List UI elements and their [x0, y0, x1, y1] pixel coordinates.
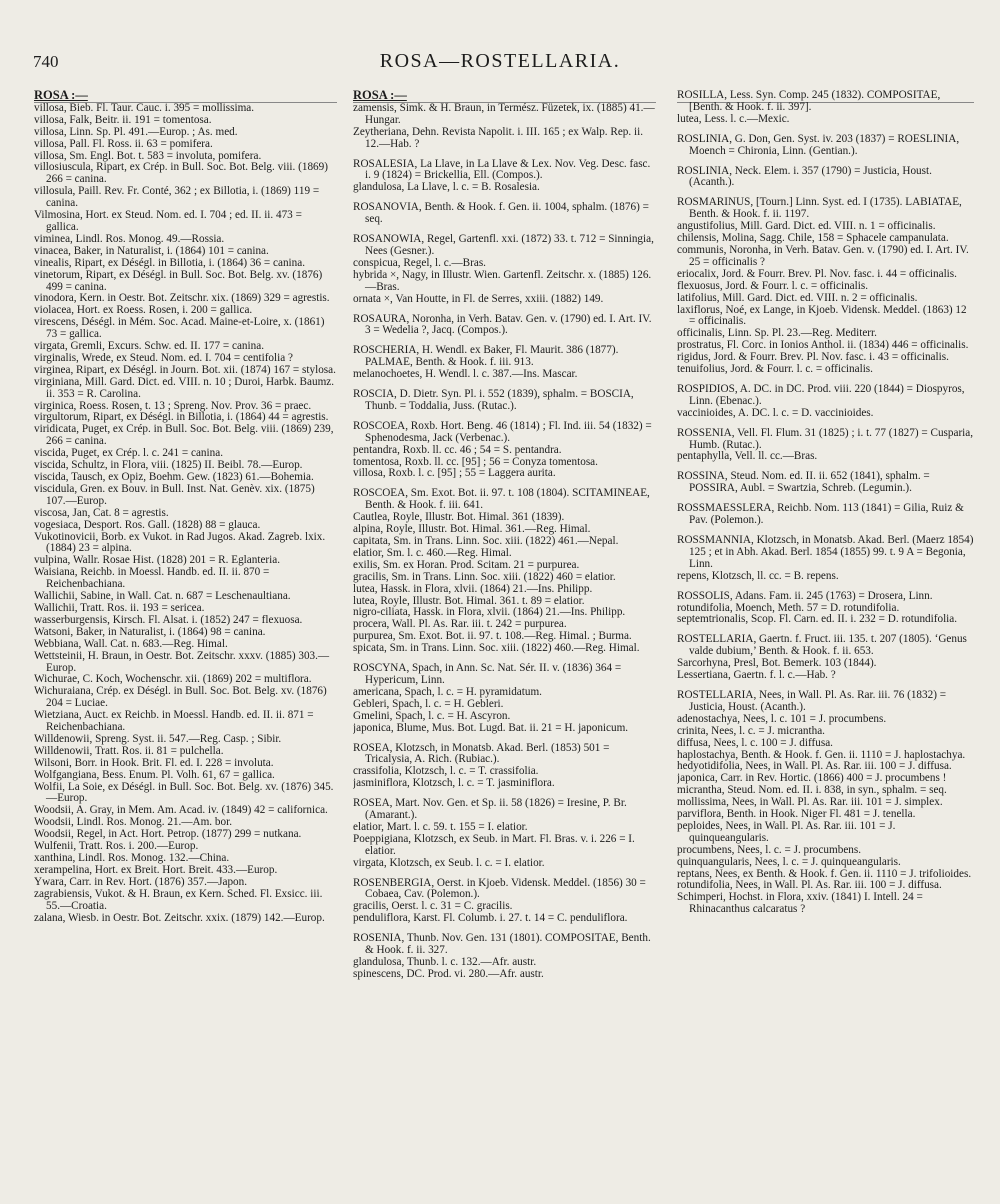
species-entry: vinacea, Baker, in Naturalist, i. (1864) 101 = canina. [34, 244, 269, 257]
species-entry: americana, Spach, l. c. = H. pyramidatum. [353, 685, 542, 698]
species-entry: Wichurae, C. Koch, Wochenschr. xii. (1869) 202 = multiflora. [34, 673, 312, 686]
species-entry: vulpina, Wallr. Rosae Hist. (1828) 201 = R. Eglanteria. [34, 554, 281, 567]
species-entry: lutea, Hassk. in Flora, xlvii. (1864) 21.—Ins. Philipp. [353, 582, 593, 595]
species-entry: flexuosus, Jord. & Fourr. l. c. = officinalis. [677, 279, 868, 292]
species-entry: viscida, Schultz, in Flora, viii. (1825) II. Beibl. 78.—Europ. [34, 459, 303, 472]
species-entry: lutea, Less. l. c.—Mexic. [677, 112, 790, 125]
genus-entry: ROSCOEA, Sm. Exot. Bot. ii. 97. t. 108 (1804). SCITAMINEAE, Benth. & Hook. f. iii. 641. [353, 487, 650, 512]
species-entry: villosa, Linn. Sp. Pl. 491.—Europ. ; As. med. [34, 125, 238, 138]
species-entry: villosa, Falk, Beitr. ii. 191 = tomentosa. [34, 113, 212, 126]
genus-entry: ROSANOWIA, Regel, Gartenfl. xxi. (1872) 33. t. 712 = Sinningia, Nees (Gesner.). [353, 233, 654, 257]
species-entry: vaccinioides, A. DC. l. c. = D. vaccinioides. [677, 406, 874, 419]
species-entry: viscida, Puget, ex Crép. l. c. 241 = canina. [34, 447, 223, 460]
genus-entry: ROSCYNA, Spach, in Ann. Sc. Nat. Sér. II. v. (1836) 364 = Hypericum, Linn. [353, 662, 622, 686]
species-entry: rotundifolia, Nees, in Wall. Pl. As. Rar. iii. 100 = J. diffusa. [677, 879, 942, 892]
genus-entry: ROSSINA, Steud. Nom. ed. II. ii. 652 (1841), sphalm. = POSSIRA, Aubl. = Swartzia, Schreb. (Legumin.). [677, 470, 930, 495]
species-entry: viridicata, Puget, ex Crép. in Bull. Soc. Bot. Belg. viii. (1869) 239, 266 = canina. [34, 423, 334, 448]
species-entry: Vukotinovicii, Borb. ex Vukot. in Rad Jugos. Akad. Zagreb. lxix. (1884) 23 = alpina. [34, 530, 326, 555]
genus-entry: ROSEA, Mart. Nov. Gen. et Sp. ii. 58 (1826) = Iresine, P. Br. (Amarant.). [353, 797, 627, 822]
page-number: 740 [33, 52, 59, 71]
species-entry: quinquangularis, Nees, l. c. = J. quinqueangularis. [677, 855, 901, 868]
species-entry: virginica, Roess. Rosen, t. 13 ; Spreng. Nov. Prov. 36 = praec. [34, 399, 312, 412]
species-entry: viscida, Tausch, ex Opiz, Boehm. Gew. (1823) 61.—Bohemia. [34, 471, 314, 483]
species-entry: latifolius, Mill. Gard. Dict. ed. VIII. n. 2 = officinalis. [677, 291, 918, 304]
species-entry: villosula, Paill. Rev. Fr. Conté, 362 ; ex Billotia, i. (1869) 119 = canina. [34, 185, 320, 210]
species-entry: villosa, Sm. Engl. Bot. t. 583 = involuta, pomifera. [34, 149, 262, 162]
species-entry: communis, Noronha, in Verh. Batav. Gen. v. (1790) ed. I. Art. IV. 25 = officinalis ? [677, 243, 969, 268]
species-entry: crassifolia, Klotzsch, l. c. = T. crassifolia. [353, 765, 539, 778]
species-entry: Wolfii, La Soie, ex Déségl. in Bull. Soc. Bot. Belg. xv. (1876) 345.—Europ. [34, 780, 334, 805]
species-entry: villosa, Roxb. l. c. [95] ; 55 = Laggera aurita. [353, 467, 556, 480]
species-entry: jasminiflora, Klotzsch, l. c. = T. jasminiflora. [353, 777, 555, 790]
species-entry: procera, Wall. Pl. As. Rar. iii. t. 242 = purpurea. [353, 618, 567, 631]
genus-entry: ROSSMANNIA, Klotzsch, in Monatsb. Akad. Berl. (Maerz 1854) 125 ; et in Abh. Akad. Berl. 1854 (1855) 99. t. 9 A = Begonia, Linn. [677, 534, 974, 570]
species-entry: xerampelina, Hort. ex Breit. Hort. Breit. 433.—Europ. [34, 863, 278, 876]
species-entry: pentandra, Roxb. ll. cc. 46 ; 54 = S. pentandra. [353, 443, 562, 456]
species-entry: purpurea, Sm. Exot. Bot. ii. 97. t. 108.—Reg. Himal. ; Burma. [353, 630, 632, 643]
species-entry: viminea, Lindl. Ros. Monog. 49.—Rossia. [34, 232, 225, 245]
column-3 [677, 90, 974, 1190]
species-entry: Cautlea, Royle, Illustr. Bot. Himal. 361 (1839). [353, 511, 565, 524]
species-entry: glandulosa, La Llave, l. c. = B. Rosalesia. [353, 181, 540, 194]
species-entry: septemtrionalis, Scop. Fl. Carn. ed. II. i. 232 = D. rotundifolia. [677, 613, 958, 626]
genus-entry: ROSSOLIS, Adans. Fam. ii. 245 (1763) = Drosera, Linn. [677, 589, 933, 602]
species-entry: elatior, Sm. l. c. 460.—Reg. Himal. [353, 546, 512, 559]
species-entry: Waisiana, Reichb. in Moessl. Handb. ed. II. ii. 870 = Reichenbachiana. [34, 566, 270, 591]
species-entry: hedyotidifolia, Nees, in Wall. Pl. As. Rar. iii. 100 = J. diffusa. [677, 760, 952, 773]
species-entry: peploides, Nees, in Wall. Pl. As. Rar. iii. 101 = J. quinqueangularis. [677, 819, 896, 844]
species-entry: virginalis, Wrede, ex Steud. Nom. ed. I. 704 = centifolia ? [34, 351, 293, 364]
genus-entry: ROSTELLARIA, Nees, in Wall. Pl. As. Rar. iii. 76 (1832) = Justicia, Houst. (Acanth.). [677, 688, 947, 713]
species-entry: Willdenowii, Tratt. Ros. ii. 81 = pulchella. [34, 744, 224, 757]
species-entry: eriocalix, Jord. & Fourr. Brev. Pl. Nov. fasc. i. 44 = officinalis. [677, 267, 957, 280]
section-heading: ROSA :— [34, 90, 88, 102]
species-entry: capitata, Sm. in Trans. Linn. Soc. xiii. (1822) 461.—Nepal. [353, 535, 619, 547]
species-entry: Zeytheriana, Dehn. Revista Napolit. i. III. 165 ; ex Walp. Rep. ii. 12.—Hab. ? [353, 125, 644, 150]
genus-entry: ROSTELLARIA, Gaertn. f. Fruct. iii. 135. t. 207 (1805). ‘Genus valde dubium,’ Benth. & Hook. f. ii. 653. [677, 633, 967, 658]
species-entry: viscosa, Jan, Cat. 8 = agrestis. [34, 506, 169, 519]
species-entry: lutea, Royle, Illustr. Bot. Himal. 361. t. 89 = elatior. [353, 594, 585, 607]
species-entry: hybrida ×, Nagy, in Illustr. Wien. Gartenfl. Zeitschr. x. (1885) 126.—Bras. [353, 268, 652, 293]
species-entry: virginiana, Mill. Gard. Dict. ed. VIII. n. 10 ; Duroi, Harbk. Baumz. ii. 353 = R. Carolina. [34, 375, 335, 400]
species-entry: tenuifolius, Jord. & Fourr. l. c. = officinalis. [677, 363, 873, 376]
genus-entry: ROSALESIA, La Llave, in La Llave & Lex. Nov. Veg. Desc. fasc. i. 9 (1824) = Brickellia, Ell. (Compos.). [353, 157, 651, 182]
species-entry: villosa, Pall. Fl. Ross. ii. 63 = pomifera. [34, 137, 213, 150]
species-entry: Willdenowii, Spreng. Syst. ii. 547.—Reg. Casp. ; Sibir. [34, 732, 282, 745]
species-entry: procumbens, Nees, l. c. = J. procumbens. [677, 843, 862, 856]
species-entry: officinalis, Linn. Sp. Pl. 23.—Reg. Mediterr. [677, 327, 877, 340]
species-entry: vogesiaca, Desport. Ros. Gall. (1828) 88 = glauca. [34, 518, 261, 531]
species-entry: vinealis, Ripart, ex Déségl. in Billotia, i. (1864) 36 = canina. [34, 256, 306, 269]
running-title: ROSA—ROSTELLARIA. [379, 50, 621, 72]
species-entry: virgata, Klotzsch, ex Seub. l. c. = I. elatior. [353, 856, 545, 869]
species-entry: vinodora, Kern. in Oestr. Bot. Zeitschr. xix. (1869) 329 = agrestis. [34, 292, 330, 305]
species-entry: vinetorum, Ripart, ex Déségl. in Bull. Soc. Bot. Belg. xv. (1876) 499 = canina. [34, 268, 323, 293]
species-entry: Wallichii, Sabine, in Wall. Cat. n. 687 = Leschenaultiana. [34, 590, 291, 603]
species-entry: tomentosa, Roxb. ll. cc. [95] ; 56 = Conyza tomentosa. [353, 455, 598, 468]
species-entry: chilensis, Molina, Sagg. Chile, 158 = Sphacele campanulata. [677, 232, 949, 245]
species-entry: penduliflora, Karst. Fl. Columb. i. 27. t. 14 = C. penduliflora. [353, 912, 628, 925]
species-entry: Gmelini, Spach, l. c. = H. Ascyron. [353, 709, 511, 722]
genus-entry: ROSENBERGIA, Oerst. in Kjoeb. Vidensk. Meddel. (1856) 30 = Cobaea, Cav. (Polemon.). [353, 876, 646, 901]
genus-entry: ROSAURA, Noronha, in Verh. Batav. Gen. v. (1790) ed. I. Art. IV. 3 = Wedelia ?, Jacq. (Compos.). [353, 312, 652, 337]
species-entry: parviflora, Benth. in Hook. Niger Fl. 481 = J. tenella. [677, 808, 916, 821]
species-entry: laxiflorus, Noé, ex Lange, in Kjoeb. Vidensk. Meddel. (1863) 12 = officinalis. [677, 303, 967, 328]
genus-entry: ROSCIA, D. Dietr. Syn. Pl. i. 552 (1839), sphalm. = BOSCIA, Thunb. = Toddalia, Juss. (Rutac.). [353, 388, 634, 412]
species-entry: diffusa, Nees, l. c. 100 = J. diffusa. [677, 736, 833, 749]
species-entry: elatior, Mart. l. c. 59. t. 155 = I. elatior. [353, 820, 528, 833]
column-1 [34, 90, 337, 1190]
species-entry: Lessertiana, Gaertn. f. l. c.—Hab. ? [677, 669, 836, 682]
genus-entry: ROSPIDIOS, A. DC. in DC. Prod. viii. 220 (1844) = Diospyros, Linn. (Ebenac.). [677, 382, 965, 407]
species-entry: ornata ×, Van Houtte, in Fl. de Serres, xxiii. (1882) 149. [353, 292, 604, 305]
species-entry: spicata, Sm. in Trans. Linn. Soc. xiii. (1822) 460.—Reg. Himal. [353, 642, 640, 655]
species-entry: viscidula, Gren. ex Bouv. in Bull. Inst. Nat. Genèv. xix. (1875) 107.—Europ. [34, 482, 315, 507]
species-entry: Wolfgangiana, Bess. Enum. Pl. Volh. 61, 67 = gallica. [34, 768, 275, 781]
species-entry: violacea, Hort. ex Roess. Rosen, i. 200 = gallica. [34, 304, 253, 317]
species-entry: Sarcorhyna, Presl, Bot. Bemerk. 103 (1844). [677, 657, 877, 670]
species-entry: repens, Klotzsch, ll. cc. = B. repens. [677, 569, 839, 582]
species-entry: micrantha, Steud. Nom. ed. II. i. 838, in syn., sphalm. = seq. [677, 784, 947, 797]
species-entry: Woodsii, Regel, in Act. Hort. Petrop. (1877) 299 = nutkana. [34, 828, 302, 841]
species-entry: Poeppigiana, Klotzsch, ex Seub. in Mart. Fl. Bras. v. i. 226 = I. elatior. [353, 832, 635, 857]
species-entry: japonica, Blume, Mus. Bot. Lugd. Bat. ii. 21 = H. japonicum. [353, 721, 629, 734]
genus-entry: ROSMARINUS, [Tourn.] Linn. Syst. ed. I (1735). LABIATAE, Benth. & Hook. f. ii. 1197. [677, 196, 962, 221]
genus-entry: ROSLINIA, G. Don, Gen. Syst. iv. 203 (1837) = ROESLINIA, Moench = Chironia, Linn. (Gentian.). [677, 132, 960, 157]
species-entry: Webbiana, Wall. Cat. n. 683.—Reg. Himal. [34, 637, 228, 650]
genus-entry: ROSSENIA, Vell. Fl. Flum. 31 (1825) ; i. t. 77 (1827) = Cusparia, Humb. (Rutac.). [677, 426, 974, 451]
species-entry: virgultorum, Ripart, ex Déségl. in Billotia, i. (1864) 44 = agrestis. [34, 411, 329, 424]
species-entry: alpina, Royle, Illustr. Bot. Himal. 361.—Reg. Himal. [353, 523, 591, 536]
species-entry: virginea, Ripart, ex Déségl. in Journ. Bot. xii. (1874) 167 = stylosa. [34, 363, 336, 376]
species-entry: haplostachya, Benth. & Hook. f. Gen. ii. 1110 = J. haplostachya. [677, 748, 966, 761]
species-entry: Woodsii, A. Gray, in Mem. Am. Acad. iv. (1849) 42 = californica. [34, 804, 328, 817]
species-entry: crinita, Nees, l. c. = J. micrantha. [677, 724, 825, 737]
species-entry: Gebleri, Spach, l. c. = H. Gebleri. [353, 697, 504, 710]
species-entry: zamensis, Simk. & H. Braun, in Termész. Füzetek, ix. (1885) 41.—Hungar. [353, 101, 655, 126]
species-entry: villosa, Bieb. Fl. Taur. Cauc. i. 395 = mollissima. [34, 101, 255, 114]
species-entry: zagrabiensis, Vukot. & H. Braun, ex Kern. Sched. Fl. Exsicc. iii. 55.—Croatia. [34, 887, 323, 912]
species-entry: Wietziana, Auct. ex Reichb. in Moessl. Handb. ed. II. ii. 871 = Reichenbachiana. [34, 709, 314, 734]
genus-entry: ROSANOVIA, Benth. & Hook. f. Gen. ii. 1004, sphalm. (1876) = seq. [353, 201, 649, 226]
species-entry: virescens, Déségl. in Mém. Soc. Acad. Maine-et-Loire, x. (1861) 73 = gallica. [34, 316, 325, 341]
species-entry: japonica, Carr. in Rev. Hortic. (1866) 400 = J. procumbens ! [677, 772, 947, 785]
species-entry: Woodsii, Lindl. Ros. Monog. 21.—Am. bor. [34, 816, 232, 829]
species-entry: pentaphylla, Vell. ll. cc.—Bras. [677, 450, 818, 463]
species-entry: mollissima, Nees, in Wall. Pl. As. Rar. iii. 101 = J. simplex. [677, 796, 943, 809]
genus-entry: ROSCHERIA, H. Wendl. ex Baker, Fl. Maurit. 386 (1877). PALMAE, Benth. & Hook. f. iii. 913. [353, 344, 619, 369]
species-entry: conspicua, Regel, l. c.—Bras. [353, 256, 486, 269]
species-entry: wasserburgensis, Kirsch. Fl. Alsat. i. (1852) 247 = flexuosa. [34, 613, 303, 626]
species-entry: xanthina, Lindl. Ros. Monog. 132.—China. [34, 852, 230, 864]
species-entry: zalana, Wiesb. in Oestr. Bot. Zeitschr. xxix. (1879) 142.—Europ. [34, 911, 325, 924]
species-entry: glandulosa, Thunb. l. c. 132.—Afr. austr. [353, 956, 537, 968]
species-entry: prostratus, Fl. Corc. in Ionios Anthol. ii. (1834) 446 = officinalis. [677, 339, 969, 352]
species-entry: Schimperi, Hochst. in Flora, xxiv. (1841) I. Intell. 24 = Rhinacanthus calcaratus ? [677, 891, 923, 916]
species-entry: rotundifolia, Moench, Meth. 57 = D. rotundifolia. [677, 601, 900, 614]
species-entry: virgata, Gremli, Excurs. Schw. ed. II. 177 = canina. [34, 340, 264, 353]
genus-entry: ROSENIA, Thunb. Nov. Gen. 131 (1801). COMPOSITAE, Benth. & Hook. f. ii. 327. [353, 932, 651, 957]
species-entry: reptans, Nees, ex Benth. & Hook. f. Gen. ii. 1110 = J. trifolioides. [677, 867, 972, 880]
column-2 [353, 90, 656, 1190]
species-entry: angustifolius, Mill. Gard. Dict. ed. VIII. n. 1 = officinalis. [677, 220, 936, 233]
species-entry: Wallichii, Tratt. Ros. ii. 193 = sericea. [34, 601, 205, 614]
species-entry: Watsoni, Baker, in Naturalist, i. (1864) 98 = canina. [34, 625, 266, 638]
species-entry: melanochoetes, H. Wendl. l. c. 387.—Ins. Mascar. [353, 368, 578, 381]
genus-entry: ROSCOEA, Roxb. Hort. Beng. 46 (1814) ; Fl. Ind. iii. 54 (1832) = Sphenodesma, Jack (Verbenac.). [353, 419, 652, 444]
species-entry: nigro-ciliata, Hassk. in Flora, xlvii. (1864) 21.—Ins. Philipp. [353, 606, 626, 619]
genus-entry: ROSLINIA, Neck. Elem. i. 357 (1790) = Justicia, Houst. (Acanth.). [677, 164, 932, 189]
species-entry: exilis, Sm. ex Horan. Prod. Scitam. 21 = purpurea. [353, 558, 580, 571]
species-entry: villosiuscula, Ripart, ex Crép. in Bull. Soc. Bot. Belg. viii. (1869) 266 = canina. [34, 161, 328, 186]
species-entry: rigidus, Jord. & Fourr. Brev. Pl. Nov. fasc. i. 43 = officinalis. [677, 351, 949, 364]
species-entry: Wichuraiana, Crép. ex Déségl. in Bull. Soc. Bot. Belg. xv. (1876) 204 = Luciae. [34, 685, 327, 710]
species-entry: Wulfenii, Tratt. Ros. i. 200.—Europ. [34, 840, 199, 853]
section-heading: ROSA :— [353, 90, 407, 102]
species-entry: gracilis, Sm. in Trans. Linn. Soc. xiii. (1822) 460 = elatior. [353, 570, 616, 583]
species-entry: Ywara, Carr. in Rev. Hort. (1876) 357.—Japon. [34, 875, 248, 888]
genus-entry: ROSEA, Klotzsch, in Monatsb. Akad. Berl. (1853) 501 = Tricalysia, A. Rich. (Rubiac.). [353, 741, 610, 766]
genus-entry: ROSSMAESSLERA, Reichb. Nom. 113 (1841) = Gilia, Ruiz & Pav. (Polemon.). [677, 502, 964, 527]
genus-entry: ROSILLA, Less. Syn. Comp. 245 (1832). COMPOSITAE, [Benth. & Hook. f. ii. 397]. [677, 90, 941, 113]
species-entry: gracilis, Oerst. l. c. 31 = C. gracilis. [353, 900, 513, 913]
species-entry: Vilmosina, Hort. ex Steud. Nom. ed. I. 704 ; ed. II. ii. 473 = gallica. [34, 209, 302, 233]
species-entry: adenostachya, Nees, l. c. 101 = J. procumbens. [677, 712, 887, 725]
species-entry: spinescens, DC. Prod. vi. 280.—Afr. austr. [353, 967, 544, 980]
species-entry: Wilsoni, Borr. in Hook. Brit. Fl. ed. I. 228 = involuta. [34, 756, 274, 769]
species-entry: Wettsteinii, H. Braun, in Oestr. Bot. Zeitschr. xxxv. (1885) 303.—Europ. [34, 649, 330, 674]
